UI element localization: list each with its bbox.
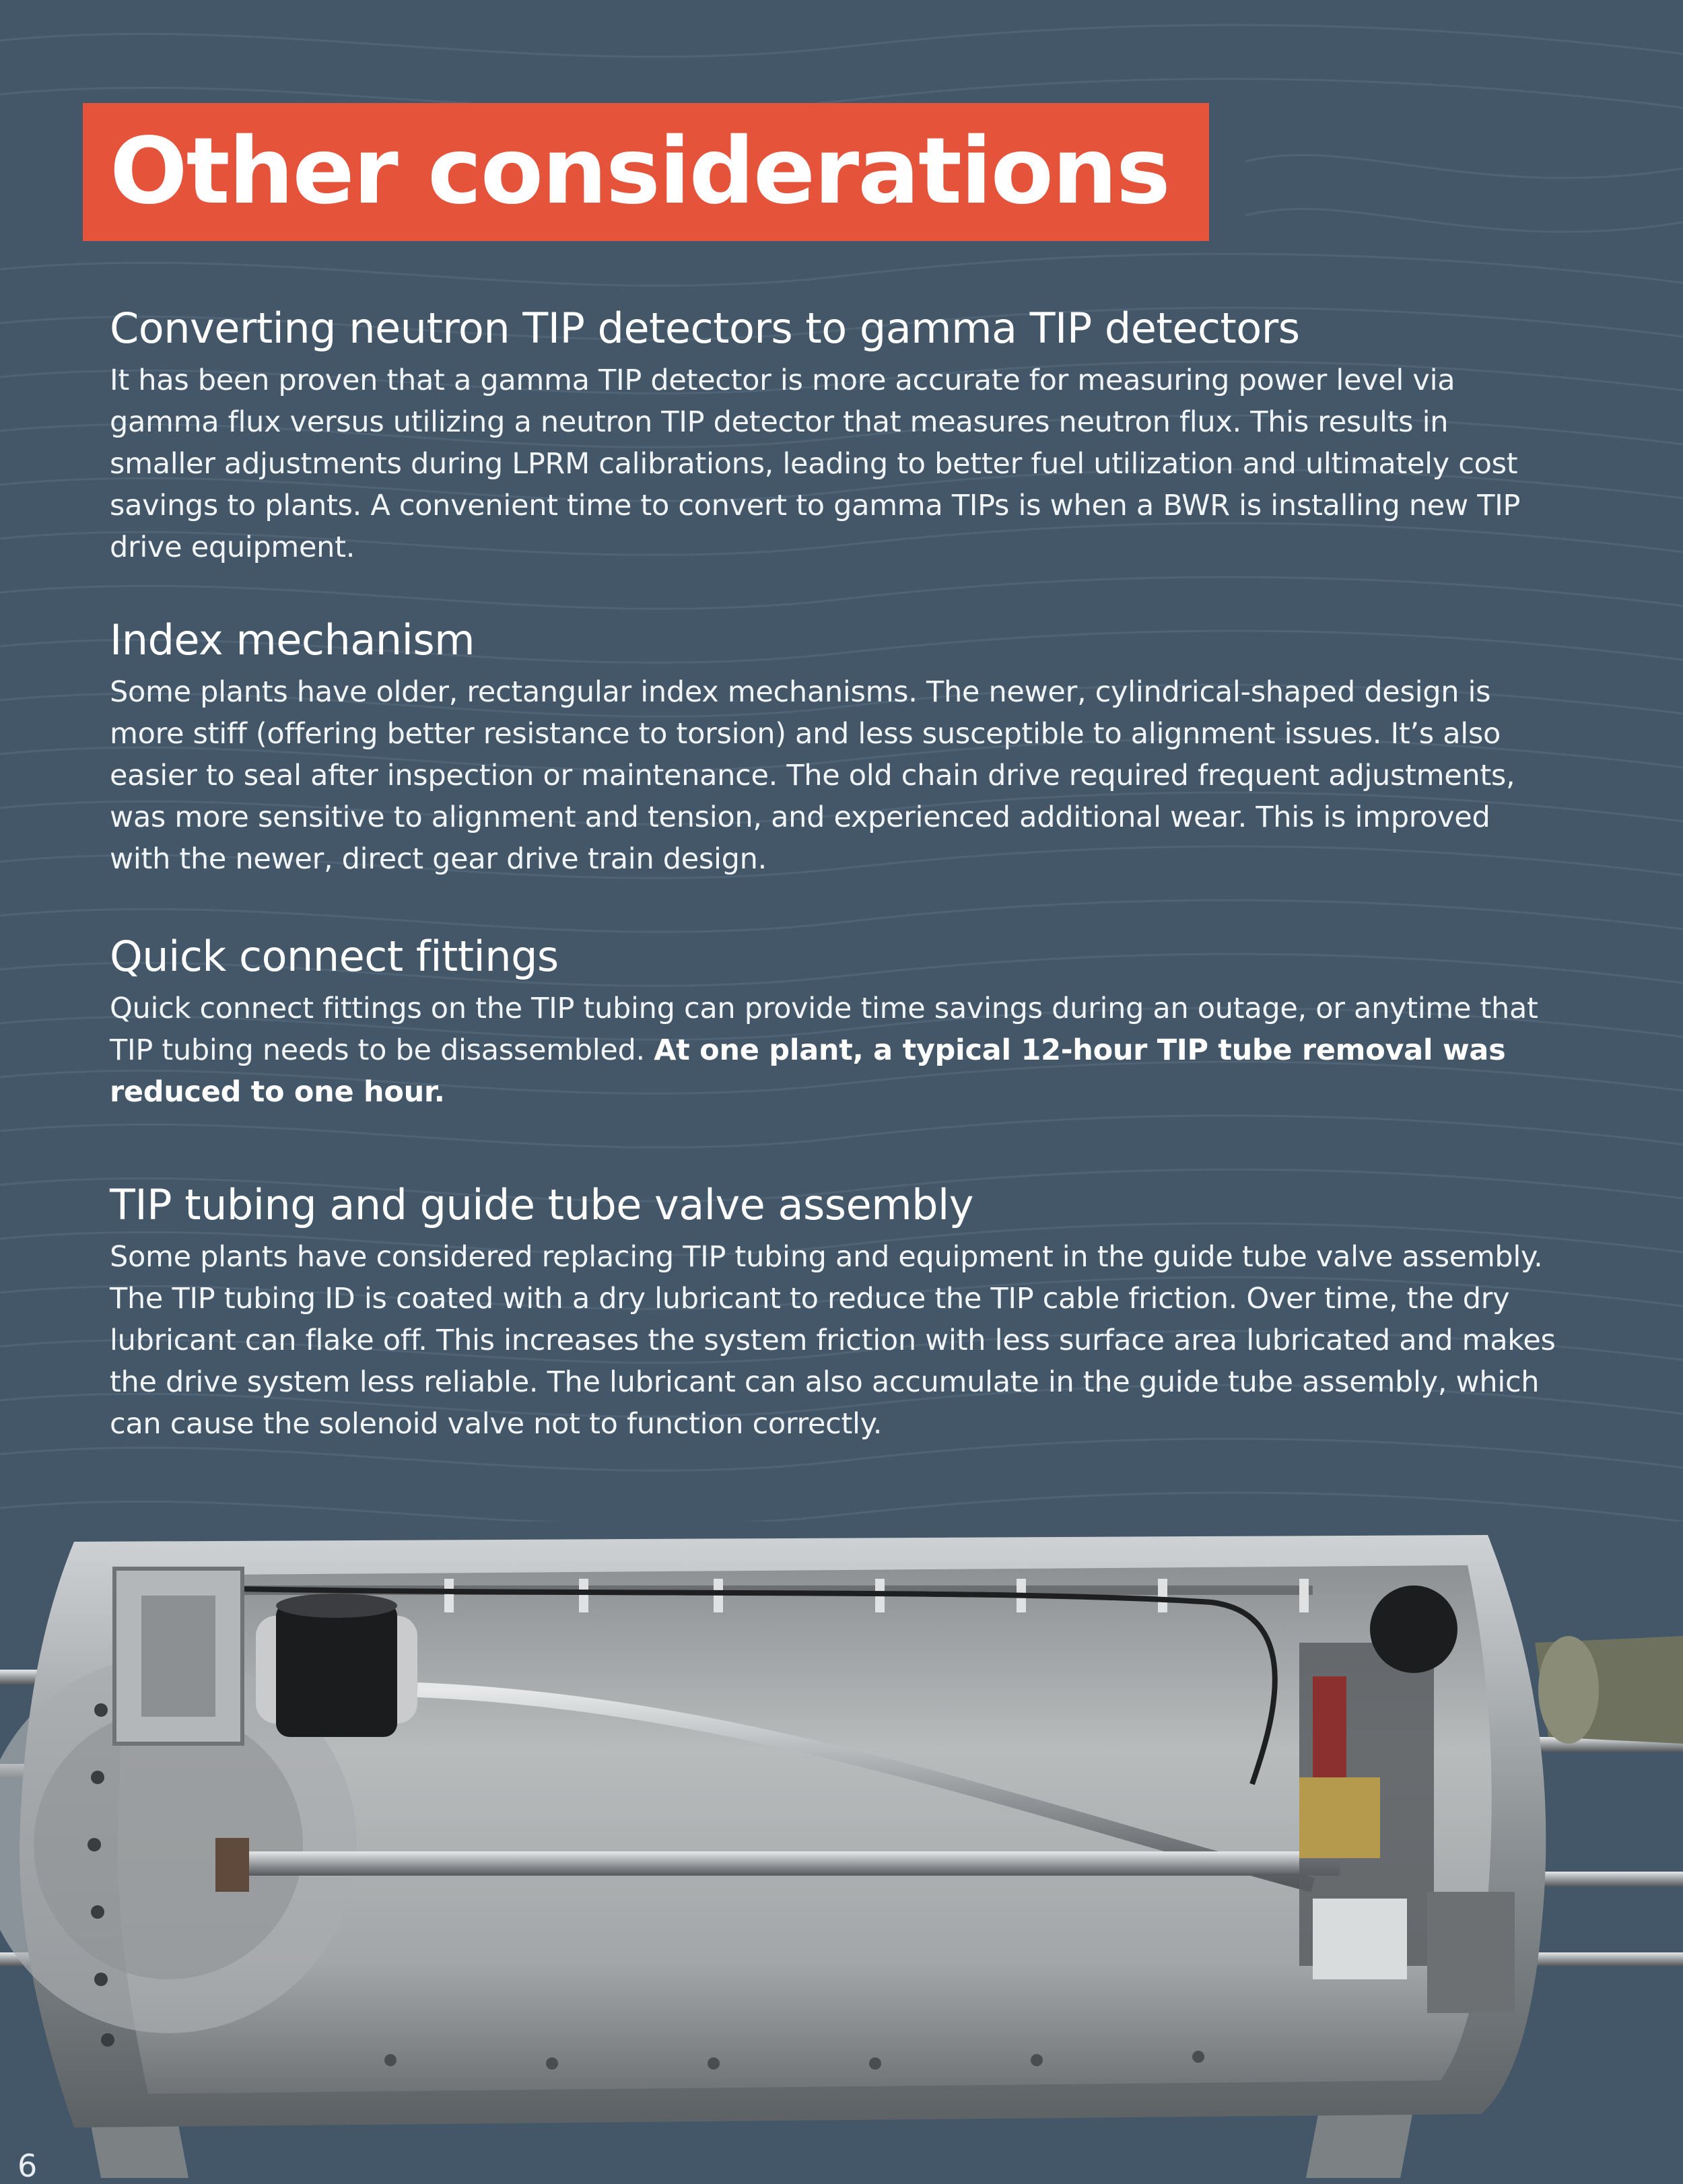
section-body: Some plants have older, rectangular index mechanisms. The newer, cylindrical-shaped design is more stiff (offering better resistance to torsion) and less susceptible to alignment issues. It’s also easier to seal after inspection or maintenance. The old chain drive required frequent adjustments, was more sensitive to alignment and tension, and experienced additional wear. This is improved with the newer, direct gear drive train design. [110, 675, 1515, 876]
section-heading: Index mechanism [110, 615, 475, 664]
title-banner [83, 103, 1209, 241]
section-body-highlight: At one plant, a typical 12-hour TIP tube removal was reduced to one hour. [110, 1033, 1506, 1109]
section-heading: Quick connect fittings [110, 932, 559, 981]
section-quick-connect [110, 930, 1557, 1113]
section-body: Some plants have considered replacing TIP tubing and equipment in the guide tube valve assembly. The TIP tubing ID is coated with a dry lubricant to reduce the TIP cable friction. Over time, the dry lubricant can flake off. This increases the system friction with less surface area lubricated and makes the drive system less reliable. The lubricant can also accumulate in the guide tube assembly, which can cause the solenoid valve not to function correctly. [110, 1240, 1556, 1441]
section-gamma-tip [110, 302, 1557, 568]
page-title: Other considerations [110, 118, 1169, 225]
section-body: It has been proven that a gamma TIP detector is more accurate for measuring power level via gamma flux versus utilizing a neutron TIP detector that measures neutron flux. This results in smaller adjustments during LPRM calibrations, leading to better fuel utilization and ultimately cost savings to plants. A convenient time to convert to gamma TIPs is when a BWR is installing new TIP drive equipment. [110, 364, 1521, 564]
section-heading: TIP tubing and guide tube valve assembly [110, 1180, 973, 1229]
section-tip-tubing [110, 1178, 1557, 1445]
section-heading: Converting neutron TIP detectors to gamma TIP detectors [110, 304, 1300, 353]
section-index-mechanism [110, 613, 1557, 880]
index-mechanism-photo [0, 1522, 1683, 2178]
page-number: 6 [18, 2148, 38, 2184]
section-body-text: Quick connect fittings on the TIP tubing can provide time savings during an outage, or anytime that TIP tubing needs to be disassembled. [110, 992, 1538, 1067]
section-body [110, 988, 1557, 1113]
